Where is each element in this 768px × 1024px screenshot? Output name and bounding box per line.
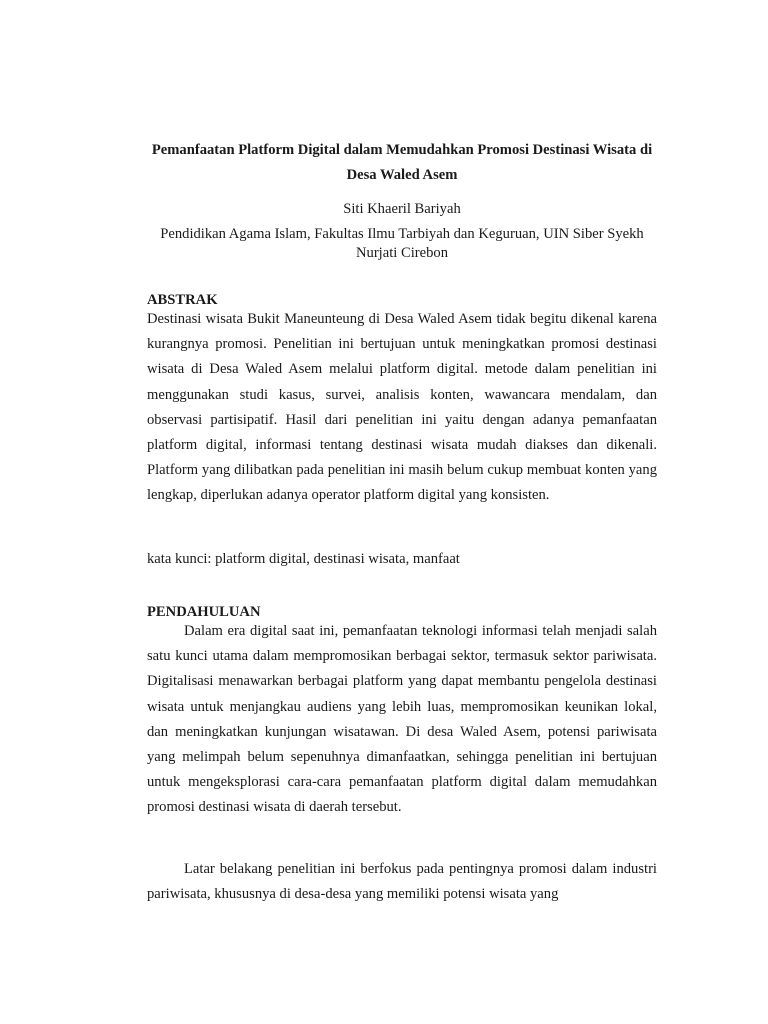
page-bottom-cutoff [147,857,657,909]
paper-title: Pemanfaatan Platform Digital dalam Memudahkan Promosi Destinasi Wisata di Desa Waled Asem [151,142,653,183]
abstract-text: Destinasi wisata Bukit Maneunteung di Desa Waled Asem tidak begitu dikenal karena kurangnya promosi. Penelitian ini bertujuan untuk meningkatkan promosi destinasi wisata di Desa Waled Asem melalui platform digital. metode dalam penelitian ini menggunakan studi kasus, survei, analisis konten, wawancara mendalam, dan observasi partisipatif. Hasil dari penelitian ini yaitu dengan adanya pemanfaatan platform digital, informasi tentang destinasi wisata mudah diakses dan dikenali. Platform yang dilibatkan pada penelitian ini masih belum cukup membuat konten yang lengkap, diperlukan adanya operator platform digital yang konsisten. [147,311,657,504]
author-name: Siti Khaeril Bariyah [343,201,461,217]
introduction-heading: PENDAHULUAN [147,604,261,620]
introduction-paragraph-2: Latar belakang penelitian ini berfokus pada pentingnya promosi dalam industri pariwisata, khususnya di desa-desa yang memiliki potensi wisata yang [147,861,657,903]
introduction-paragraph-1: Dalam era digital saat ini, pemanfaatan teknologi informasi telah menjadi salah satu kunci utama dalam mempromosikan berbagai sektor, termasuk sektor pariwisata. Digitalisasi menawarkan berbagai platform yang dapat membantu pengelola destinasi wisata untuk menjangkau audiens yang lebih luas, mempromosikan keunikan lokal, dan meningkatkan kunjungan wisatawan. Di desa Waled Asem, potensi pariwisata yang melimpah belum sepenuhnya dimanfaatkan, sehingga penelitian ini bertujuan untuk mengeksplorasi cara-cara pemanfaatan platform digital dalam memudahkan promosi destinasi wisata di daerah tersebut. [147,623,657,816]
keywords: kata kunci: platform digital, destinasi wisata, manfaat [147,551,460,567]
abstract-heading: ABSTRAK [147,292,218,308]
author-affiliation: Pendidikan Agama Islam, Fakultas Ilmu Tarbiyah dan Keguruan, UIN Siber Syekh Nurjati Cirebon [160,226,644,261]
